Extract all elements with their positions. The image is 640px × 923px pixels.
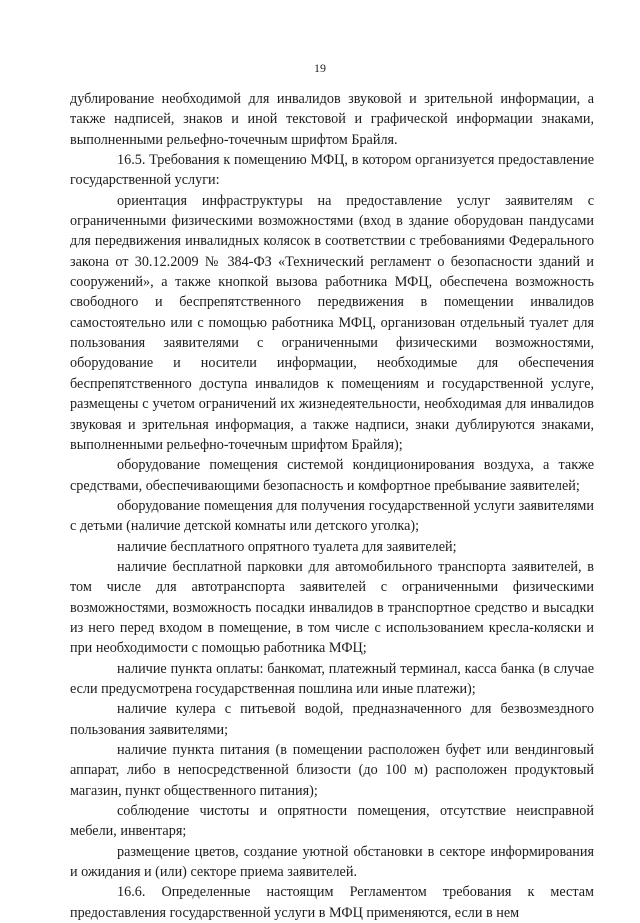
paragraph-food-point: наличие пункта питания (в помещении расположен буфет или вендинговый аппарат, либо в непосредственной близости (до 100 м) расположен продуктовый магазин, пункт общественного питания); bbox=[70, 742, 594, 799]
paragraph-section-16-6: 16.6. Определенные настоящим Регламентом требования к местам предоставления государственной услуги в МФЦ применяются, если в нем bbox=[70, 884, 594, 921]
paragraph-free-parking: наличие бесплатной парковки для автомобильного транспорта заявителей, в том числе для автотранспорта заявителей с ограниченными физическими возможностями, возможность посадки инвалидов в транспортное средство и высадки из него перед входом в помещение, в том числе с использованием кресла-коляски и при необходимости с помощью работника МФЦ; bbox=[70, 558, 594, 657]
paragraph-infrastructure-orientation: ориентация инфраструктуры на предоставление услуг заявителям с ограниченными физическими возможностями (вход в здание оборудован пандусами для передвижения инвалидных колясок в соответствии с требованиями Федерального закона от 30.12.2009 № 384-ФЗ «Технический регламент о безопасности зданий и сооружений», а также кнопкой вызова работника МФЦ, обеспечена возможность свободного и беспрепятственного передвижения в помещении инвалидов самостоятельно или с помощью работника МФЦ, организован отдельный туалет для пользования заявителями с ограниченными физическими возможностями, оборудование и носители информации, необходимые для обеспечения беспрепятственного доступа инвалидов к помещениям и государственной услуге, размещены с учетом ограничений их жизнедеятельности, необходимая для инвалидов звуковая и зрительная информация, а также надписи, знаки дублируются знаками, выполненными рельефно-точечным шрифтом Брайля); bbox=[70, 192, 594, 453]
paragraph-payment-point: наличие пункта оплаты: банкомат, платежный терминал, касса банка (в случае если предусмотрена государственная пошлина или иные платежи); bbox=[70, 660, 594, 697]
paragraph-section-16-5-heading: 16.5. Требования к помещению МФЦ, в котором организуется предоставление государственной услуги: bbox=[70, 152, 594, 189]
page-number: 19 bbox=[314, 61, 326, 75]
paragraph-cleanliness: соблюдение чистоты и опрятности помещения, отсутствие неисправной мебели, инвентаря; bbox=[70, 803, 594, 840]
document-body bbox=[70, 89, 594, 923]
paragraph-water-cooler: наличие кулера с питьевой водой, предназначенного для безвозмездного пользования заявителями; bbox=[70, 701, 594, 738]
paragraph-braille-duplication: дублирование необходимой для инвалидов звуковой и зрительной информации, а также надписей, знаков и иной текстовой и графической информации знаками, выполненными рельефно-точечным шрифтом Брайля. bbox=[70, 91, 594, 148]
paragraph-air-conditioning: оборудование помещения системой кондиционирования воздуха, а также средствами, обеспечивающими безопасность и комфортное пребывание заявителей; bbox=[70, 457, 594, 494]
paragraph-free-toilet: наличие бесплатного опрятного туалета для заявителей; bbox=[117, 538, 457, 555]
paragraph-flowers-comfort: размещение цветов, создание уютной обстановки в секторе информирования и ожидания и (или) секторе приема заявителей. bbox=[70, 843, 594, 881]
paragraph-children-room: оборудование помещения для получения государственной услуги заявителями с детьми (наличие детской комнаты или детского уголка); bbox=[70, 497, 594, 535]
